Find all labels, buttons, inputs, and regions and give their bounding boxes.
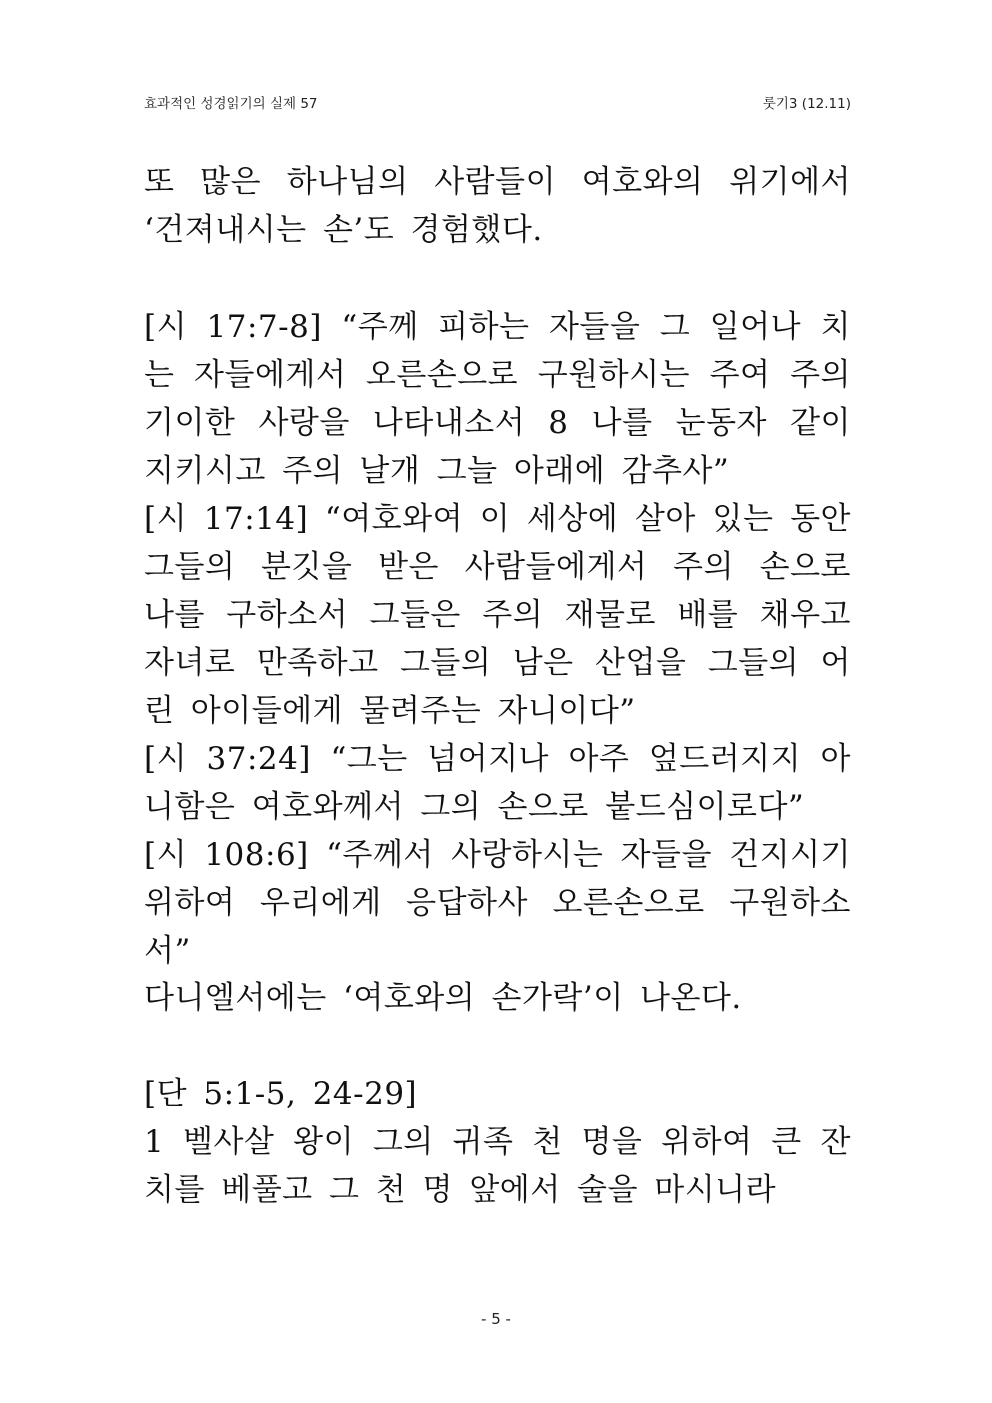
intro-paragraph: 또 많은 하나님의 사람들이 여호와의 위기에서 ‘건져내시는 손’도 경험했다. bbox=[144, 164, 851, 248]
verse-psalm-108-6: [시 108:6] “주께서 사랑하시는 자들을 건지시기 위하여 우리에게 응답하사 오른손으로 구원하소서” bbox=[144, 837, 851, 969]
daniel-intro-paragraph: 다니엘서에는 ‘여호와의 손가락’이 나온다. bbox=[144, 980, 742, 1016]
header-section-date: 룻기3 (12.11) bbox=[762, 96, 851, 112]
psalm-verses bbox=[144, 303, 851, 975]
daniel-reference: [단 5:1-5, 24-29] bbox=[144, 1076, 418, 1112]
page-number: - 5 - bbox=[481, 1310, 511, 1328]
daniel-verse-1: 1 벨사살 왕이 그의 귀족 천 명을 위하여 큰 잔치를 베풀고 그 천 명 앞에서 술을 마시니라 bbox=[144, 1124, 851, 1208]
verse-psalm-37-24: [시 37:24] “그는 넘어지나 아주 엎드러지지 아니함은 여호와께서 그의 손으로 붙드심이로다” bbox=[144, 741, 851, 825]
page-header bbox=[144, 92, 851, 112]
verse-psalm-17-14: [시 17:14] “여호와여 이 세상에 살아 있는 동안 그들의 분깃을 받은 사람들에게서 주의 손으로 나를 구하소서 그들은 주의 재물로 배를 채우고 자녀로 만족하고 그들의 남은 산업을 그들의 어린 아이들에게 물려주는 자니이다” bbox=[144, 501, 851, 729]
verse-psalm-17-7-8: [시 17:7-8] “주께 피하는 자들을 그 일어나 치는 자들에게서 오른손으로 구원하시는 주여 주의 기이한 사랑을 나타내소서 8 나를 눈동자 같이 지키시고 주의 날개 그늘 아래에 감추사” bbox=[144, 309, 851, 489]
header-book-title: 효과적인 성경읽기의 실제 57 bbox=[144, 96, 318, 112]
